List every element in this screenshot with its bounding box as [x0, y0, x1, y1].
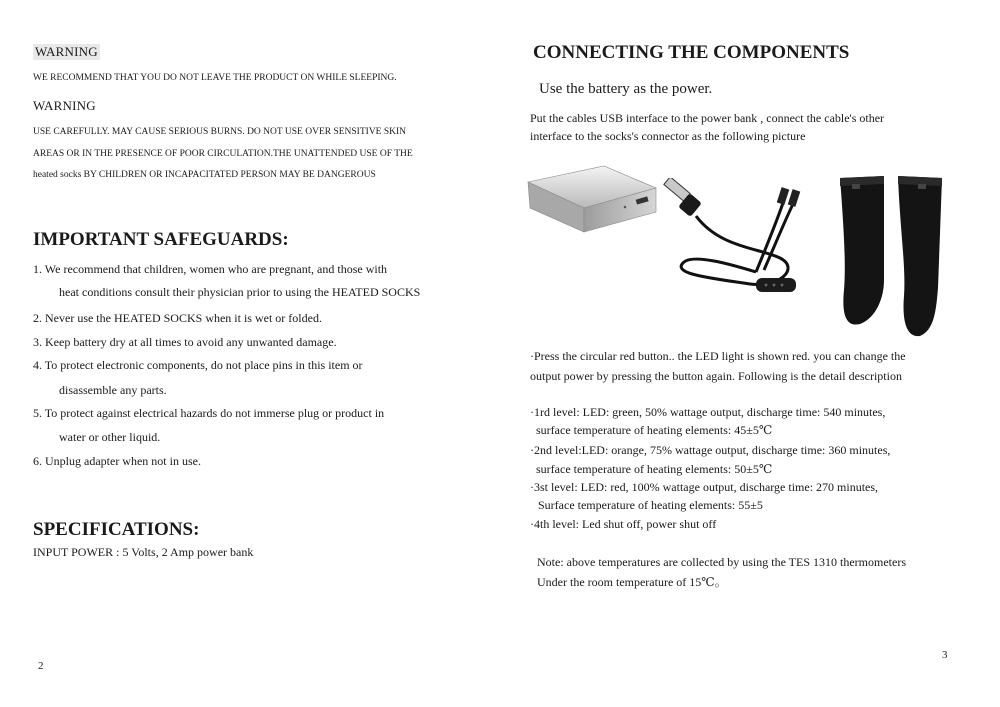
usb-cable-image: [660, 178, 810, 300]
safeguard-item: 6. Unplug adapter when not in use.: [33, 454, 201, 468]
intro-line: Put the cables USB interface to the power bank , connect the cable's other: [530, 111, 885, 125]
level-line: Surface temperature of heating elements: 55±5: [538, 498, 763, 512]
safeguard-item: 1. We recommend that children, women who are pregnant, and those with: [33, 262, 388, 276]
page-number-left: 2: [38, 660, 44, 672]
level-line: ·3st level: LED: red, 100% wattage output, discharge time: 270 minutes,: [530, 480, 879, 494]
specs-text: INPUT POWER : 5 Volts, 2 Amp power bank: [33, 545, 254, 559]
level-line: surface temperature of heating elements: 45±5℃: [536, 423, 773, 437]
note-line: Under the room temperature of 15℃。: [537, 575, 727, 589]
heated-socks-image: [830, 170, 970, 340]
safeguard-item: water or other liquid.: [59, 430, 161, 444]
battery-subtitle: Use the battery as the power.: [539, 81, 713, 97]
level-line: ·2nd level:LED: orange, 75% wattage output, discharge time: 360 minutes,: [530, 443, 891, 457]
page-number-right: 3: [942, 649, 948, 661]
safeguard-item: disassemble any parts.: [59, 383, 167, 397]
intro-line: interface to the socks's connector as the following picture: [530, 129, 806, 143]
safeguard-item: 2. Never use the HEATED SOCKS when it is wet or folded.: [33, 311, 322, 325]
level-line: surface temperature of heating elements: 50±5℃: [536, 462, 773, 476]
warning-text-1: WE RECOMMEND THAT YOU DO NOT LEAVE THE PRODUCT ON WHILE SLEEPING.: [33, 73, 397, 83]
warning-line: AREAS OR IN THE PRESENCE OF POOR CIRCULATION.THE UNATTENDED USE OF THE: [33, 149, 413, 159]
safeguard-item: 5. To protect against electrical hazards do not immerse plug or product in: [33, 406, 385, 420]
safeguard-item: 3. Keep battery dry at all times to avoid any unwanted damage.: [33, 335, 337, 349]
level-line: ·1rd level: LED: green, 50% wattage output, discharge time: 540 minutes,: [530, 405, 886, 419]
connecting-title: CONNECTING THE COMPONENTS: [533, 42, 850, 63]
safeguard-item: 4. To protect electronic components, do not place pins in this item or: [33, 358, 363, 372]
warning-title-2: WARNING: [33, 98, 96, 113]
safeguard-item: heat conditions consult their physician prior to using the HEATED SOCKS: [59, 285, 421, 299]
power-bank-image: [524, 162, 660, 236]
warning-line: USE CAREFULLY. MAY CAUSE SERIOUS BURNS. DO NOT USE OVER SENSITIVE SKIN: [33, 127, 407, 137]
specs-title: SPECIFICATIONS:: [33, 519, 200, 540]
press-line: ·Press the circular red button.. the LED light is shown red. you can change the: [530, 349, 906, 363]
press-line: output power by pressing the button again. Following is the detail description: [530, 369, 902, 383]
warning-title-1: WARNING: [35, 44, 98, 59]
safeguards-title: IMPORTANT SAFEGUARDS:: [33, 229, 289, 250]
note-line: Note: above temperatures are collected by using the TES 1310 thermometers: [537, 555, 906, 569]
warning-line: heated socks BY CHILDREN OR INCAPACITATED PERSON MAY BE DANGEROUS: [33, 170, 376, 180]
level-line: ·4th level: Led shut off, power shut off: [530, 517, 717, 531]
